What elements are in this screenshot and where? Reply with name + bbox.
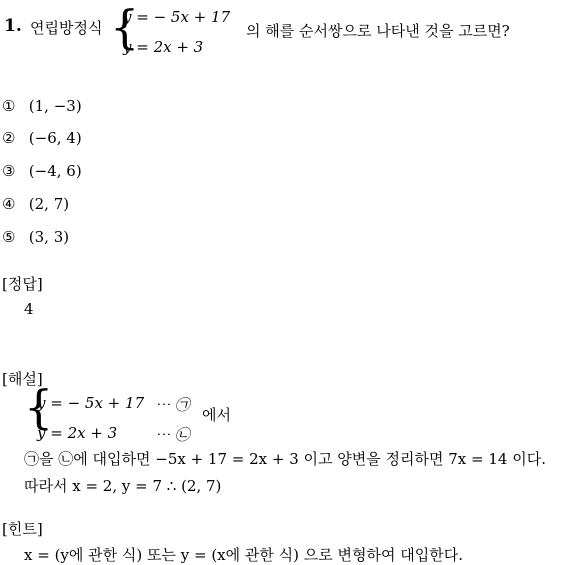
- choice-text: (−6, 4): [28, 129, 82, 147]
- explanation-line2: 따라서 x = 2, y = 7 ∴ (2, 7): [24, 477, 222, 495]
- choice-3[interactable]: [2, 162, 82, 180]
- hint-text: x = (y에 관한 식) 또는 y = (x에 관한 식) 으로 변형하여 대입한다.: [24, 546, 463, 564]
- choice-mark: ⑤: [2, 228, 16, 246]
- answer-label: [정답]: [2, 275, 43, 293]
- choice-5[interactable]: [2, 228, 69, 246]
- choice-mark: ①: [2, 97, 16, 115]
- choice-4[interactable]: [2, 195, 69, 213]
- explanation-eq-suffix: 에서: [202, 406, 231, 424]
- explanation-eq2: y = 2x + 3: [37, 424, 118, 442]
- question-lead: 연립방정식: [30, 19, 103, 37]
- question-eq1: y = − 5x + 17: [123, 8, 231, 26]
- choice-mark: ③: [2, 162, 16, 180]
- choice-text: (3, 3): [28, 228, 70, 246]
- explanation-brace: {: [24, 380, 54, 434]
- system-brace: {: [110, 0, 140, 54]
- explanation-eq1: y = − 5x + 17: [37, 394, 145, 412]
- explanation-line1: ㉠을 ㉡에 대입하면 −5x + 17 = 2x + 3 이고 양변을 정리하면 7x = 14 이다.: [24, 450, 546, 468]
- explanation-eq1-tag: ⋯ ㉠: [155, 396, 190, 414]
- explanation-eq2-tag: ⋯ ㉡: [155, 426, 190, 444]
- choice-text: (2, 7): [28, 195, 70, 213]
- explanation-label: [해설]: [2, 370, 43, 388]
- choice-mark: ②: [2, 129, 16, 147]
- choice-2[interactable]: [2, 129, 82, 147]
- hint-label: [힌트]: [2, 520, 43, 538]
- question-tail: 의 해를 순서쌍으로 나타낸 것을 고르면?: [246, 22, 510, 40]
- question-number: 1.: [4, 16, 22, 36]
- choice-text: (−4, 6): [28, 162, 82, 180]
- question-eq2: y = 2x + 3: [123, 38, 204, 56]
- answer-value: 4: [24, 300, 34, 318]
- choice-text: (1, −3): [28, 97, 82, 115]
- choice-mark: ④: [2, 195, 16, 213]
- choice-1[interactable]: [2, 97, 82, 115]
